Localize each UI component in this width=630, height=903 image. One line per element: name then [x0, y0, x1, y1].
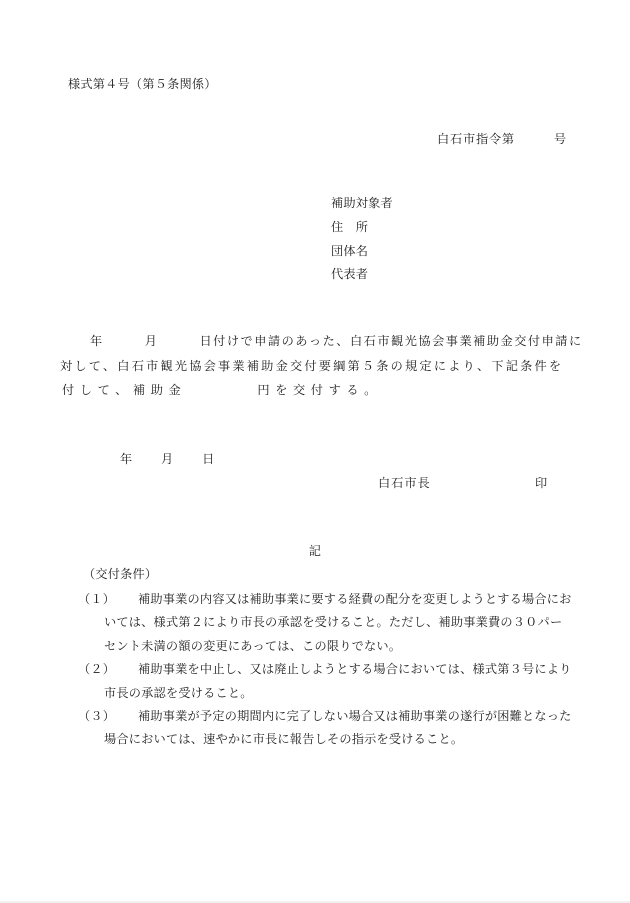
- body-paragraph-line-1: 年 月 日付けで申請のあった、白石市観光協会事業補助金交付申請に: [90, 334, 583, 348]
- condition-3-number: （３）: [78, 709, 116, 723]
- issue-date-line: 年 月 日: [120, 452, 216, 466]
- form-number: 様式第４号（第５条関係）: [68, 77, 217, 91]
- condition-1-line-2: いては、様式第２により市長の承認を受けること。ただし、補助事業費の３０パー: [104, 615, 563, 629]
- addressee-line-address: 住 所: [331, 220, 369, 234]
- mayor-signature-label: 白石市長: [378, 476, 431, 490]
- addressee-line-organization: 団体名: [331, 244, 369, 258]
- condition-1-line-3: セント未満の額の変更にあっては、この限りでない。: [104, 639, 402, 653]
- addressee-line-representative: 代表者: [331, 267, 369, 281]
- body-paragraph-line-2: 対して、白石市観光協会事業補助金交付要綱第５条の規定により、下記条件を: [60, 359, 564, 373]
- record-heading: 記: [308, 544, 322, 558]
- addressee-line-subsidy-target: 補助対象者: [331, 196, 393, 210]
- condition-3-line-1: 補助事業が予定の期間内に完了しない場合又は補助事業の遂行が困難となった: [138, 709, 572, 723]
- conditions-label: （交付条件）: [83, 567, 158, 581]
- directive-number: 白石市指令第 号: [437, 132, 567, 146]
- condition-3-line-2: 場合においては、速やかに市長に報告しその指示を受けること。: [104, 732, 464, 746]
- condition-1-number: （１）: [78, 592, 116, 606]
- body-paragraph-line-3: 付して、補助金 円を交付する。: [62, 383, 382, 397]
- condition-2-number: （２）: [78, 662, 116, 676]
- condition-2-line-1: 補助事業を中止し、又は廃止しようとする場合においては、様式第３号により: [138, 662, 572, 676]
- seal-mark: 印: [535, 476, 548, 490]
- condition-1-line-1: 補助事業の内容又は補助事業に要する経費の配分を変更しようとする場合にお: [138, 592, 572, 606]
- condition-2-line-2: 市長の承認を受けること。: [104, 686, 253, 700]
